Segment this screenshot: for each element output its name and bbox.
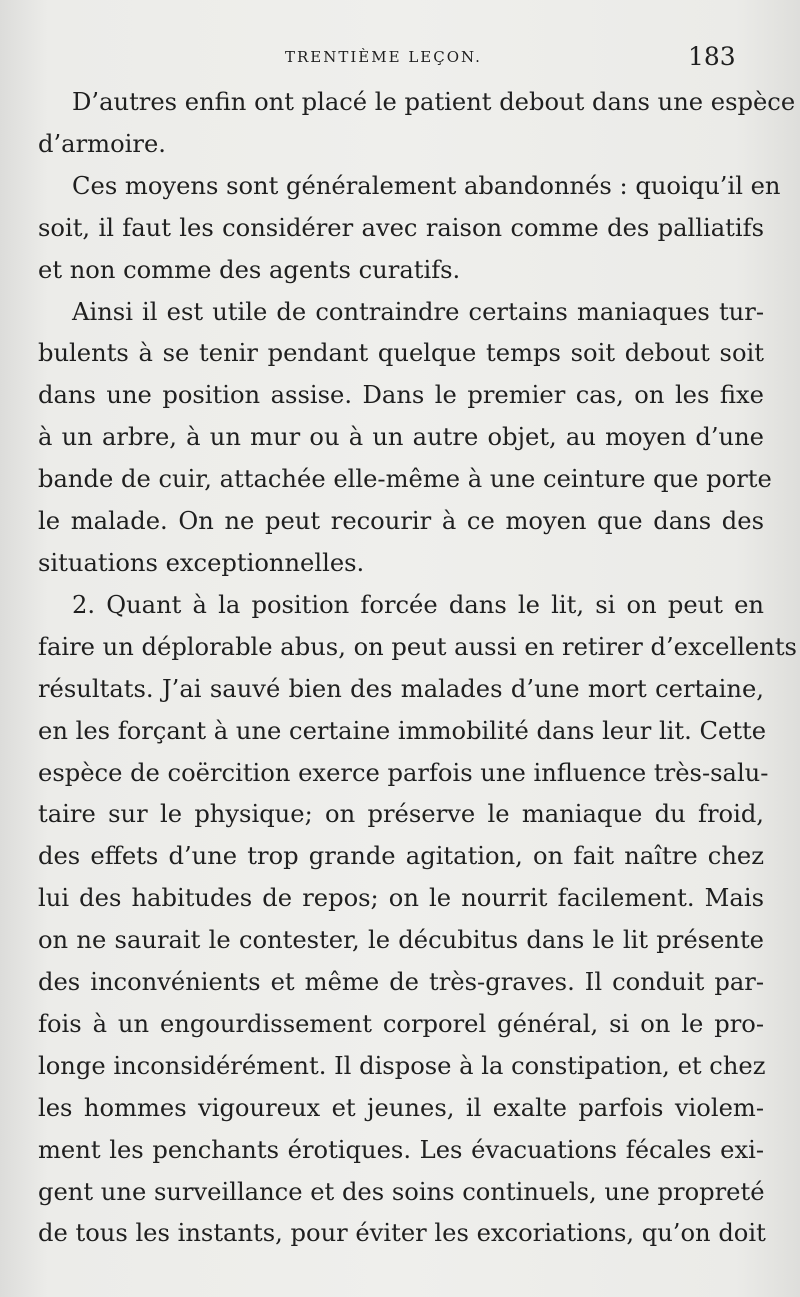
text-line: longe inconsidérément. Il dispose à la constipation, et chez [38, 1051, 766, 1080]
paragraph-4 [38, 585, 797, 1256]
text-line: d’armoire. [38, 129, 166, 158]
text-line: on ne saurait le contester, le décubitus dans le lit présente [38, 926, 764, 955]
text-line: dans une position assise. Dans le premier cas, on les fixe [38, 381, 764, 410]
text-line: de tous les instants, pour éviter les excoriations, qu’on doit [38, 1219, 766, 1248]
text-line: faire un déplorable abus, on peut aussi en retirer d’excellents [38, 632, 797, 661]
text-line: 2. Quant à la position forcée dans le lit, si on peut en [72, 590, 764, 619]
text-line: les hommes vigoureux et jeunes, il exalte parfois violem- [38, 1093, 764, 1122]
text-line: fois à un engourdissement corporel général, si on le pro- [38, 1009, 764, 1038]
text-line: le malade. On ne peut recourir à ce moyen que dans des [38, 507, 764, 536]
text-line: D’autres enfin ont placé le patient debout dans une espèce [72, 88, 796, 116]
text-line: des inconvénients et même de très-graves. Il conduit par- [38, 968, 764, 997]
text-line: ment les penchants érotiques. Les évacuations fécales exi- [38, 1135, 764, 1164]
paragraph-3 [38, 292, 772, 585]
text-line: en les forçant à une certaine immobilité dans leur lit. Cette [38, 716, 767, 745]
page-number: 183 [688, 42, 736, 71]
text-line: Ainsi il est utile de contraindre certains maniaques tur- [72, 297, 764, 326]
text-line: espèce de coërcition exerce parfois une influence très-salu- [38, 758, 769, 787]
text-line: lui des habitudes de repos; on le nourrit facilement. Mais [38, 884, 764, 913]
text-line: soit, il faut les considérer avec raison comme des palliatifs [38, 213, 764, 242]
text-line: Ces moyens sont généralement abandonnés : quoiqu’il en [72, 171, 781, 200]
running-head [0, 44, 800, 74]
running-title: TRENTIÈME LEÇON. [285, 48, 482, 66]
text-line: taire sur le physique; on préserve le maniaque du froid, [38, 800, 764, 829]
paragraph-2 [38, 166, 781, 292]
text-line: bande de cuir, attachée elle-même à une ceinture que porte [38, 465, 772, 494]
text-line: et non comme des agents curatifs. [38, 255, 461, 284]
text-line: gent une surveillance et des soins continuels, une propreté [38, 1177, 765, 1206]
text-line: à un arbre, à un mur ou à un autre objet, au moyen d’une [38, 423, 764, 452]
text-line: des effets d’une trop grande agitation, on fait naître chez [38, 842, 764, 871]
body-text [38, 82, 797, 1255]
text-line: résultats. J’ai sauvé bien des malades d’une mort certaine, [38, 674, 764, 703]
text-line: situations exceptionnelles. [38, 548, 365, 577]
paragraph-1 [38, 82, 796, 166]
text-line: bulents à se tenir pendant quelque temps soit debout soit [38, 339, 764, 368]
